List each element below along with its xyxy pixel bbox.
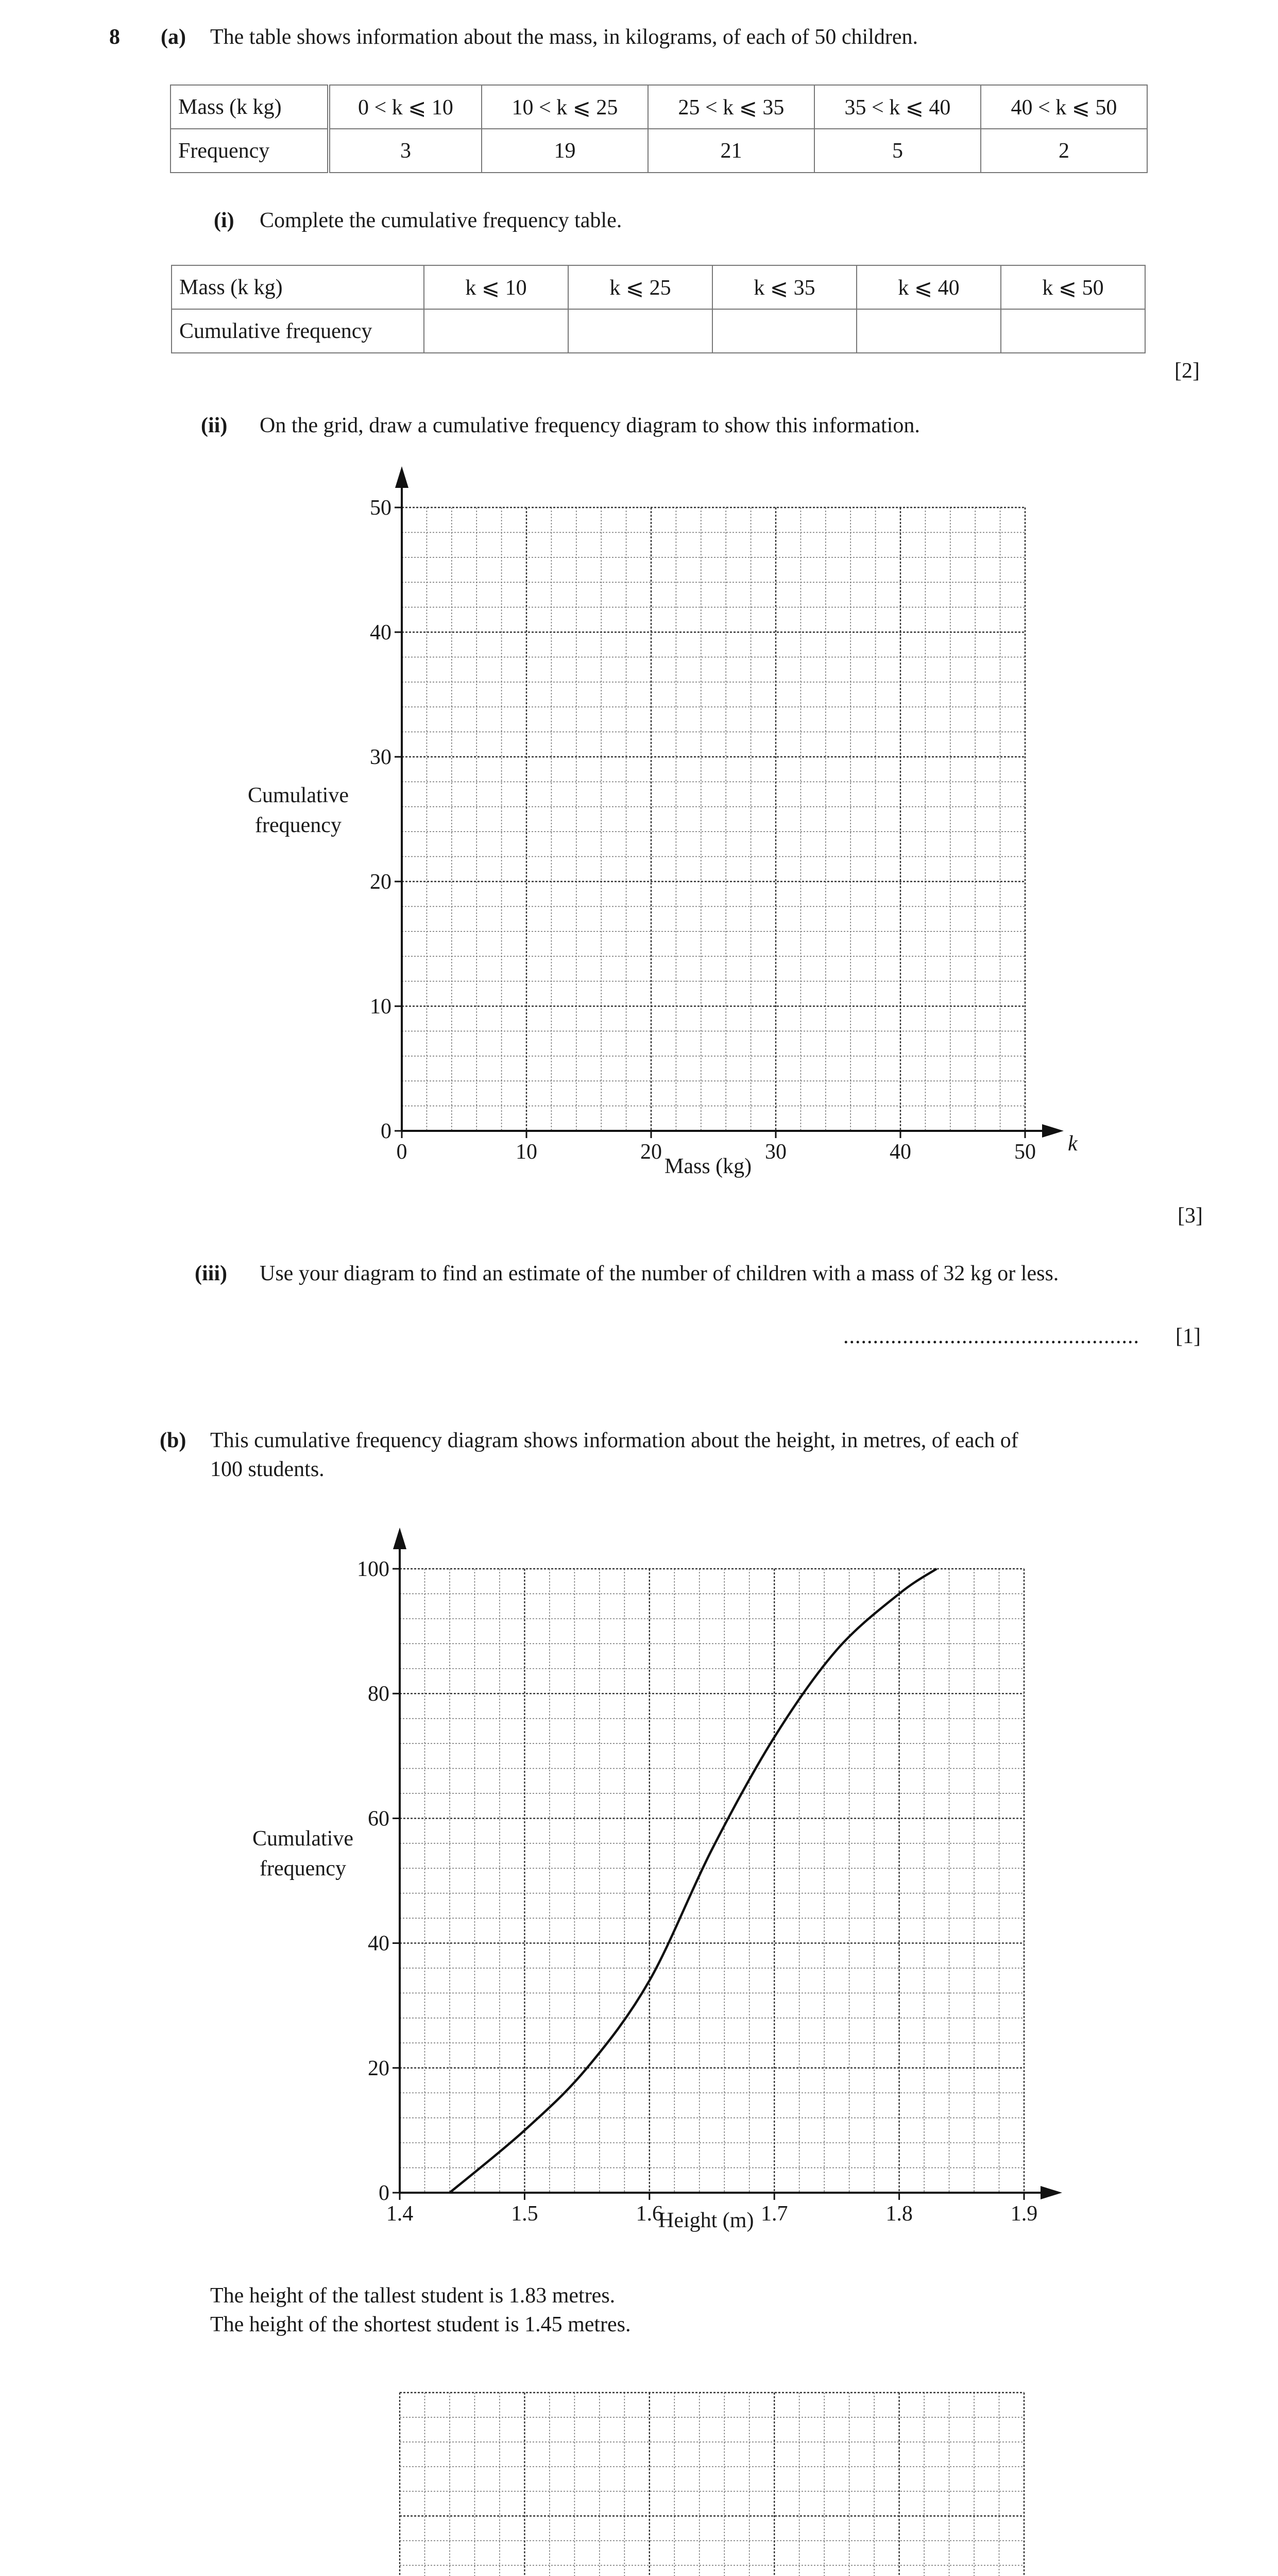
question-number: 8	[109, 25, 120, 49]
table-header-cell: 10 < k ⩽ 25	[482, 85, 648, 129]
part-iii-label: (iii)	[195, 1262, 227, 1285]
table-header-cell: 25 < k ⩽ 35	[648, 85, 814, 129]
x-tick-label: 50	[1014, 1140, 1036, 1164]
y-tick-label: 40	[370, 621, 391, 645]
table-header-cell: 35 < k ⩽ 40	[814, 85, 981, 129]
y-tick-label: 0	[379, 2181, 389, 2205]
x-axis-arrow	[1041, 2186, 1062, 2199]
cumulative-frequency-curve	[450, 1569, 936, 2193]
marks-ii: [3]	[1178, 1204, 1203, 1228]
part-b-text-line2: 100 students.	[210, 1458, 325, 1481]
table-cell: 19	[482, 129, 648, 173]
x-tick-label: 0	[396, 1140, 407, 1164]
part-a-text: The table shows information about the mass, in kilograms, of each of 50 children.	[210, 25, 918, 49]
x-tick-label: 10	[516, 1140, 537, 1164]
y-tick-label: 40	[368, 1931, 389, 1956]
x-tick-label: 1.8	[885, 2202, 913, 2226]
chart-grid	[400, 1569, 1024, 2193]
table-header-label: Mass (k kg)	[172, 265, 424, 309]
part-i-label: (i)	[214, 209, 234, 232]
y-tick-label: 60	[368, 1807, 389, 1831]
y-tick-label: 20	[370, 870, 391, 894]
table-cell: 2	[981, 129, 1147, 173]
part-ii-text: On the grid, draw a cumulative frequency diagram to show this information.	[260, 414, 920, 437]
y-axis-label: Cumulative frequency	[248, 784, 349, 837]
x-tick-label: 20	[640, 1140, 662, 1164]
part-a-label: (a)	[161, 25, 186, 49]
table-cell: 3	[329, 129, 482, 173]
part-b-text-line1: This cumulative frequency diagram shows information about the height, in metres, of each of	[210, 1429, 1018, 1452]
part-i-text: Complete the cumulative frequency table.	[260, 209, 622, 232]
table-cell: 21	[648, 129, 814, 173]
table-header-cell: k ⩽ 10	[424, 265, 568, 309]
table-header-cell: 40 < k ⩽ 50	[981, 85, 1147, 129]
x-axis-label: Mass (kg)	[664, 1155, 752, 1178]
y-tick-label: 100	[357, 1557, 389, 1581]
y-tick-label: 80	[368, 1682, 389, 1706]
part-ii-label: (ii)	[201, 414, 228, 437]
y-tick-label: 0	[381, 1120, 391, 1143]
table-cell: 5	[814, 129, 981, 173]
table-header-cell: k ⩽ 35	[712, 265, 857, 309]
y-axis-arrow	[395, 466, 408, 488]
table-header-cell: k ⩽ 50	[1001, 265, 1145, 309]
y-tick-label: 30	[370, 745, 391, 769]
x-tick-label: 1.7	[760, 2202, 788, 2226]
x-tick-label: 1.5	[511, 2202, 538, 2226]
x-tick-label: 1.9	[1010, 2202, 1038, 2226]
x-tick-label: 30	[765, 1140, 787, 1164]
chart-grid	[402, 507, 1025, 1131]
answer-line[interactable]: ..................................................	[843, 1325, 1139, 1348]
table-row-label: Frequency	[171, 129, 329, 173]
chart-grid	[400, 2393, 1024, 2576]
marks-iii: [1]	[1175, 1325, 1201, 1348]
x-tick-label: 1.6	[636, 2202, 663, 2226]
x-axis-arrow	[1042, 1124, 1064, 1138]
table-header-cell: k ⩽ 40	[857, 265, 1001, 309]
y-axis-label: Cumulative frequency	[252, 1827, 353, 1880]
table-header-cell: k ⩽ 25	[568, 265, 712, 309]
info-shortest: The height of the shortest student is 1.45 metres.	[210, 2313, 631, 2336]
x-axis-label: Height (m)	[658, 2209, 754, 2232]
y-tick-label: 10	[370, 995, 391, 1019]
info-tallest: The height of the tallest student is 1.83 metres.	[210, 2284, 616, 2308]
y-tick-label: 20	[368, 2056, 389, 2080]
table-row-label: Cumulative frequency	[172, 309, 424, 353]
y-axis-arrow	[393, 1528, 406, 1549]
marks-i: [2]	[1174, 359, 1200, 383]
x-tick-label: 40	[890, 1140, 911, 1164]
x-axis-symbol: k	[1068, 1132, 1078, 1156]
table-header-cell: 0 < k ⩽ 10	[329, 85, 482, 129]
y-tick-label: 50	[370, 496, 391, 520]
part-b-label: (b)	[160, 1429, 186, 1452]
x-tick-label: 1.4	[386, 2202, 414, 2226]
part-iii-text: Use your diagram to find an estimate of the number of children with a mass of 32 kg or less.	[260, 1262, 1059, 1285]
table-header-label: Mass (k kg)	[171, 85, 329, 129]
